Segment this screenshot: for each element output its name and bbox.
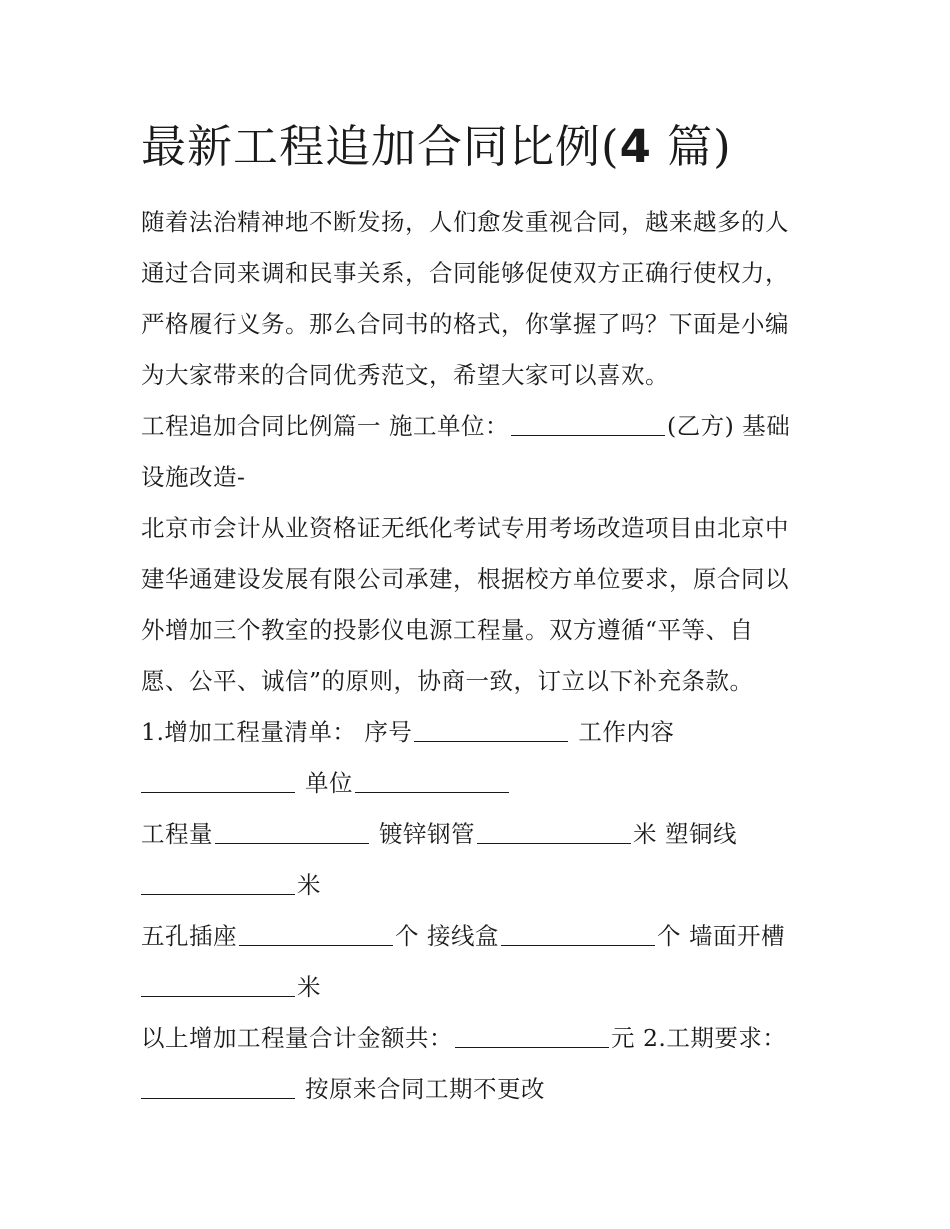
- quantity-label: 工程量: [141, 820, 213, 848]
- junction-box-label: 个 接线盒: [395, 922, 499, 950]
- project-line-2: 建华通建设发展有限公司承建，根据校方单位要求，原合同以: [141, 565, 789, 593]
- meter-unit: 米: [297, 871, 321, 899]
- title-number: 4: [619, 120, 652, 173]
- serial-number-blank: [414, 707, 568, 742]
- steel-pipe-blank: [477, 809, 631, 844]
- section-1-line-1: [141, 401, 821, 452]
- total-line-1: [141, 1013, 821, 1064]
- total-amount-blank: [455, 1013, 609, 1048]
- intro-line-3: 严格履行义务。那么合同书的格式，你掌握了吗？下面是小编: [141, 310, 789, 338]
- unit-blank: [355, 758, 509, 793]
- total-label: 以上增加工程量合计金额共：: [141, 1024, 453, 1052]
- intro-line-2: 通过合同来调和民事关系，合同能够促使双方正确行使权力，: [141, 259, 789, 287]
- quantity-line-2: [141, 860, 821, 911]
- list-heading: 1.增加工程量清单： 序号: [141, 718, 413, 746]
- title-prefix: 最新工程追加合同比例(: [141, 120, 620, 173]
- socket-label: 五孔插座: [141, 922, 237, 950]
- quantity-line-1: [141, 809, 821, 860]
- socket-line-2: [141, 962, 821, 1013]
- section-1-heading: 工程追加合同比例篇一 施工单位：: [141, 412, 509, 440]
- schedule-note: 按原来合同工期不更改: [297, 1075, 545, 1103]
- steel-pipe-label: 镀锌钢管: [371, 820, 475, 848]
- junction-box-blank: [501, 911, 655, 946]
- project-line-4: 愿、公平、诚信”的原则，协商一致，订立以下补充条款。: [141, 667, 754, 695]
- schedule-label: 元 2.工期要求：: [611, 1024, 787, 1052]
- socket-blank: [239, 911, 393, 946]
- project-line-1: 北京市会计从业资格证无纸化考试专用考场改造项目由北京中: [141, 514, 789, 542]
- document-body: [141, 197, 821, 1115]
- wall-groove-label: 个 墙面开槽: [656, 922, 785, 950]
- copper-wire-blank: [141, 860, 295, 895]
- intro-line-4: 为大家带来的合同优秀范文，希望大家可以喜欢。: [141, 361, 669, 389]
- total-line-2: [141, 1064, 821, 1115]
- list-line-2: [141, 758, 821, 809]
- work-content-label: 工作内容: [570, 718, 675, 746]
- unit-label: 单位: [297, 769, 353, 797]
- title-suffix: 篇): [651, 120, 732, 173]
- wall-groove-blank: [141, 962, 295, 997]
- section-1-line-2: 设施改造-: [141, 463, 246, 491]
- document-title: [141, 118, 732, 176]
- schedule-blank: [141, 1064, 295, 1099]
- party-b-label: (乙方) 基础: [666, 412, 791, 440]
- socket-line-1: [141, 911, 821, 962]
- intro-line-1: 随着法治精神地不断发扬，人们愈发重视合同，越来越多的人: [141, 208, 789, 236]
- list-line-1: [141, 707, 821, 758]
- meter-unit-2: 米: [297, 973, 321, 1001]
- quantity-blank: [215, 809, 369, 844]
- contractor-blank: [511, 401, 665, 436]
- project-line-3: 外增加三个教室的投影仪电源工程量。双方遵循“平等、自: [141, 616, 754, 644]
- copper-wire-label: 米 塑铜线: [632, 820, 737, 848]
- work-content-blank: [141, 758, 295, 793]
